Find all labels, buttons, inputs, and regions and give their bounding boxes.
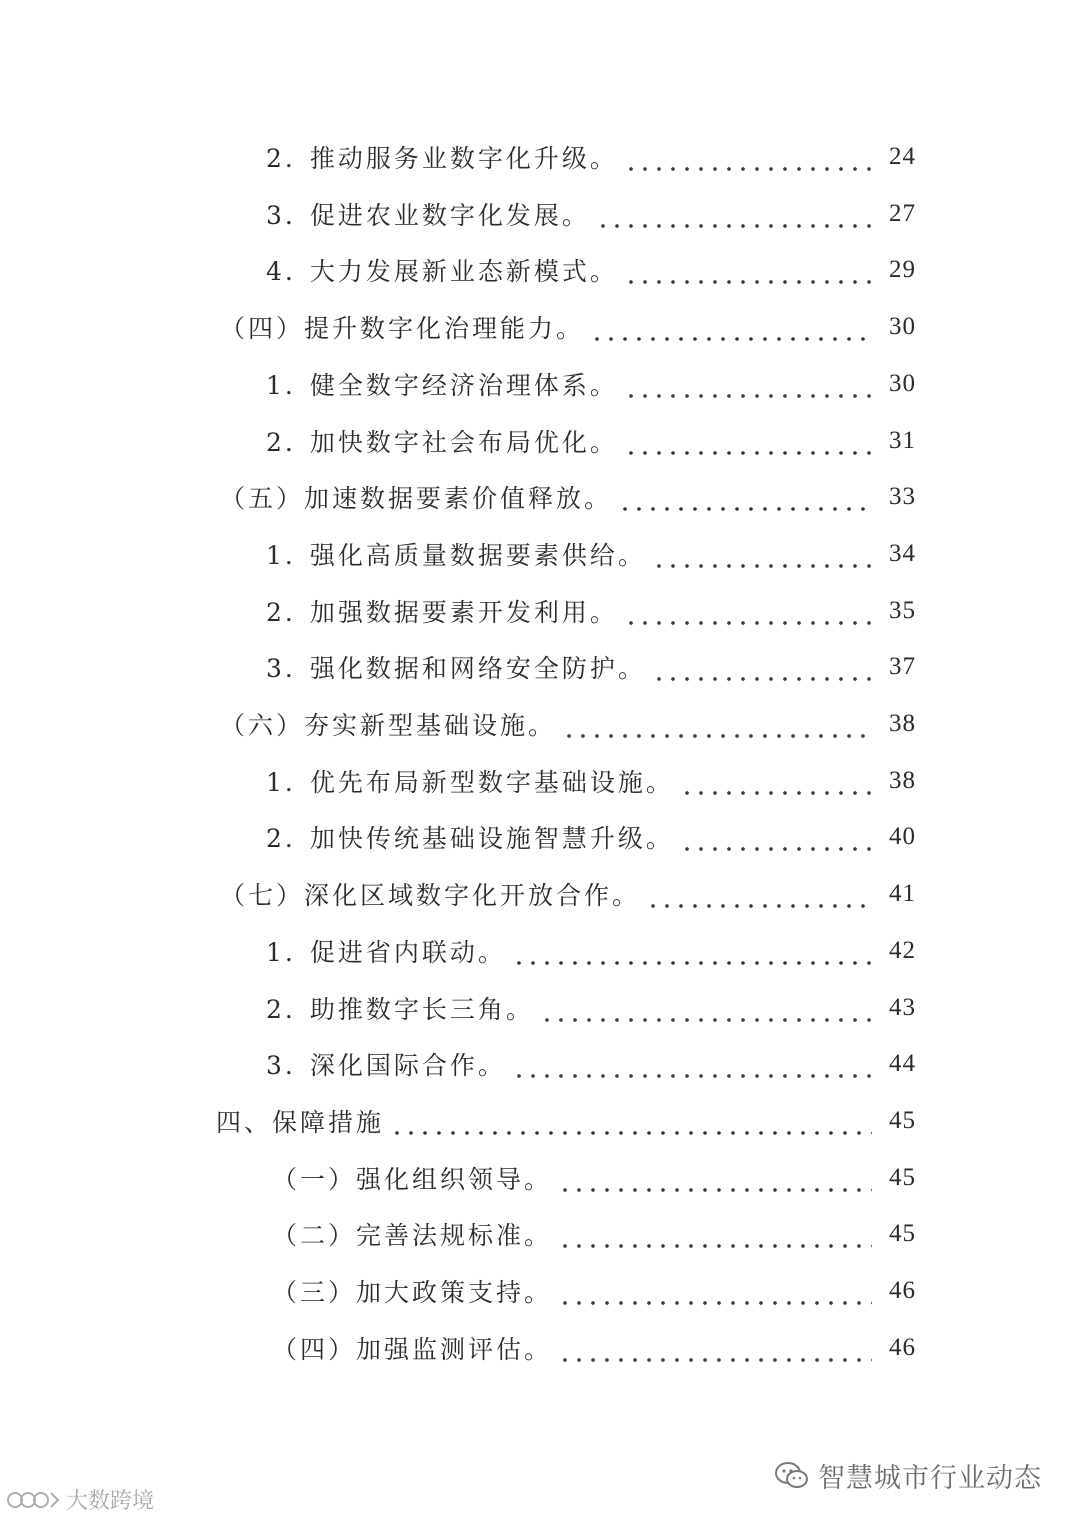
toc-entry-title: 健全数字经济治理体系。 — [309, 371, 618, 400]
toc-entry — [266, 812, 916, 862]
toc-entry-title: 大力发展新业态新模式。 — [309, 257, 618, 286]
toc-entry-number: 3. — [266, 1051, 296, 1080]
toc-entry-label — [266, 252, 618, 288]
toc-entry-page: 38 — [889, 710, 916, 737]
toc-entry-label — [266, 990, 534, 1026]
toc-entry-page: 29 — [889, 256, 916, 283]
toc-dot-leader — [512, 926, 872, 976]
toc-entry — [266, 189, 916, 239]
toc-dot-leader — [558, 1209, 872, 1259]
toc-entry-title: 助推数字长三角。 — [309, 995, 534, 1024]
toc-entry-page: 42 — [889, 937, 916, 964]
toc-dot-leader — [540, 983, 872, 1033]
toc-dot-leader — [558, 1323, 872, 1373]
toc-entry — [266, 756, 916, 806]
toc-dot-leader — [590, 302, 872, 352]
toc-entry-number: 2. — [266, 598, 296, 627]
toc-entry-title: 加强数据要素开发利用。 — [309, 598, 618, 627]
toc-entry-page: 40 — [889, 823, 916, 850]
toc-entry-number: 4. — [266, 257, 296, 286]
toc-entry-label — [266, 763, 674, 799]
toc-entry-page: 45 — [889, 1164, 916, 1191]
toc-entry-title: （一）强化组织领导。 — [272, 1165, 553, 1194]
toc-dot-leader — [512, 1039, 872, 1089]
toc-entry-label — [266, 819, 674, 855]
toc-entry-title: （五）加速数据要素价值释放。 — [220, 484, 613, 513]
toc-entry — [266, 529, 916, 579]
toc-entry-page: 30 — [889, 313, 916, 340]
toc-dot-leader — [646, 869, 872, 919]
toc-entry-page: 43 — [889, 994, 916, 1021]
toc-entry — [266, 132, 916, 182]
toc-entry-page: 38 — [889, 767, 916, 794]
toc-entry-label — [216, 1103, 384, 1139]
toc-entry — [266, 926, 916, 976]
toc-entry — [266, 983, 916, 1033]
toc-entry-title: 加快传统基础设施智慧升级。 — [309, 824, 674, 853]
toc-entry-page: 24 — [889, 143, 916, 170]
toc-entry-label — [266, 423, 618, 459]
toc-entry-title: 促进农业数字化发展。 — [309, 201, 590, 230]
toc-entry-page: 30 — [889, 370, 916, 397]
toc-entry — [216, 1096, 916, 1146]
toc-entry — [272, 1153, 916, 1203]
toc-dot-leader — [624, 132, 872, 182]
toc-entry-label — [220, 706, 556, 742]
toc-entry-label — [266, 366, 618, 402]
toc-entry — [272, 1209, 916, 1259]
toc-entry-label — [266, 196, 590, 232]
toc-entry-page: 45 — [889, 1107, 916, 1134]
toc-entry-label — [272, 1330, 552, 1366]
toc-dot-leader — [596, 189, 872, 239]
toc-entry — [266, 586, 916, 636]
toc-entry-label — [272, 1160, 552, 1196]
toc-entry — [220, 699, 916, 749]
toc-entry-number: 2. — [266, 144, 296, 173]
toc-entry-title: （四）提升数字化治理能力。 — [220, 314, 585, 343]
toc-entry-page: 35 — [889, 597, 916, 624]
toc-entry-label — [272, 1273, 552, 1309]
toc-entry-label — [266, 649, 646, 685]
toc-entry-label — [266, 933, 506, 969]
watermark-brand — [6, 1484, 154, 1515]
toc-entry-page: 44 — [889, 1050, 916, 1077]
toc-entry-page: 27 — [889, 200, 916, 227]
toc-entry-label — [266, 593, 618, 629]
toc-entry-label — [266, 536, 646, 572]
toc-entry-number: 1. — [266, 768, 296, 797]
watermark-account-text: 智慧城市行业动态 — [818, 1463, 1042, 1494]
toc-entry-title: （七）深化区域数字化开放合作。 — [220, 881, 641, 910]
toc-entry-page: 46 — [889, 1334, 916, 1361]
toc-entry-number: 1. — [266, 371, 296, 400]
wechat-icon — [774, 1461, 810, 1491]
toc-entry-number: 2. — [266, 824, 296, 853]
toc-entry-title: 深化国际合作。 — [309, 1051, 506, 1080]
toc-entry — [220, 302, 916, 352]
toc-dot-leader — [624, 359, 872, 409]
toc-entry — [266, 1039, 916, 1089]
toc-entry-page: 46 — [889, 1277, 916, 1304]
toc-entry-title: （三）加大政策支持。 — [272, 1278, 553, 1307]
toc-entry-title: （二）完善法规标准。 — [272, 1221, 553, 1250]
toc-entry-title: 推动服务业数字化升级。 — [309, 144, 618, 173]
toc-entry-number: 2. — [266, 995, 296, 1024]
toc-entry — [266, 359, 916, 409]
toc-entry-number: 3. — [266, 654, 296, 683]
toc-entry — [220, 869, 916, 919]
toc-entry-page: 34 — [889, 540, 916, 567]
toc-entry-label — [272, 1216, 552, 1252]
toc-entry — [220, 472, 916, 522]
toc-entry-label — [266, 1046, 506, 1082]
toc-entry-page: 33 — [889, 483, 916, 510]
toc-dot-leader — [624, 416, 872, 466]
toc-entry-label — [220, 479, 612, 515]
toc-dot-leader — [680, 756, 872, 806]
toc-entry-title: （六）夯实新型基础设施。 — [220, 711, 557, 740]
toc-entry-title: （四）加强监测评估。 — [272, 1335, 553, 1364]
toc-dot-leader — [624, 245, 872, 295]
toc-entry-number: 2. — [266, 428, 296, 457]
toc-dot-leader — [652, 529, 872, 579]
toc-entry-title: 促进省内联动。 — [309, 938, 506, 967]
toc-entry — [266, 416, 916, 466]
toc-dot-leader — [558, 1153, 872, 1203]
toc-entry — [272, 1323, 916, 1373]
toc-entry — [272, 1266, 916, 1316]
watermark-account — [774, 1456, 1042, 1495]
toc-dot-leader — [652, 642, 872, 692]
toc-entry-label — [266, 139, 618, 175]
toc-entry-label — [220, 309, 584, 345]
toc-entry-title: 加快数字社会布局优化。 — [309, 428, 618, 457]
toc-dot-leader — [624, 586, 872, 636]
toc-entry-page: 31 — [889, 427, 916, 454]
toc-dot-leader — [390, 1096, 872, 1146]
toc-entry-label — [220, 876, 640, 912]
watermark-brand-text: 大数跨境 — [66, 1489, 155, 1514]
toc-dot-leader — [562, 699, 872, 749]
toc-dot-leader — [680, 812, 872, 862]
toc-dot-leader — [558, 1266, 872, 1316]
brand-logo-icon — [6, 1487, 62, 1513]
toc-dot-leader — [618, 472, 872, 522]
toc-entry-page: 37 — [889, 653, 916, 680]
toc-entry — [266, 642, 916, 692]
toc-entry-number: 3. — [266, 201, 296, 230]
toc-entry — [266, 245, 916, 295]
toc-entry-title: 强化高质量数据要素供给。 — [309, 541, 646, 570]
toc-entry-title: 四、保障措施 — [216, 1108, 385, 1137]
toc-entry-number: 1. — [266, 541, 296, 570]
toc-entry-page: 45 — [889, 1220, 916, 1247]
toc-entry-title: 强化数据和网络安全防护。 — [309, 654, 646, 683]
toc-entry-page: 41 — [889, 880, 916, 907]
toc-entry-number: 1. — [266, 938, 296, 967]
toc-entry-title: 优先布局新型数字基础设施。 — [309, 768, 674, 797]
